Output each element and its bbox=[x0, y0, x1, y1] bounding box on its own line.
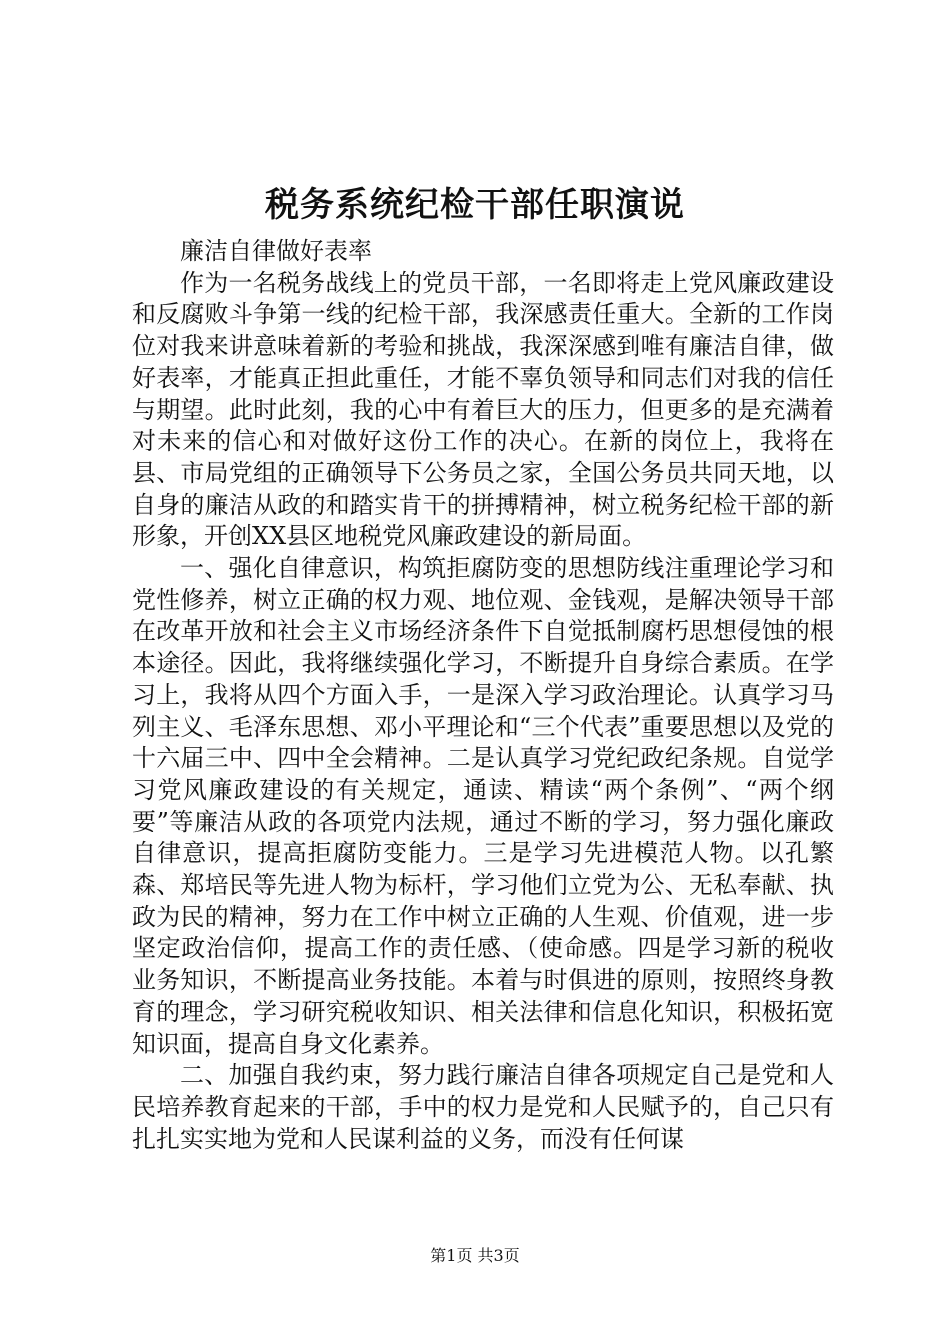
paragraph-intro: 作为一名税务战线上的党员干部，一名即将走上党风廉政建设和反腐败斗争第一线的纪检干部，我深感责任重大。全新的工作岗位对我来讲意味着新的考验和挑战，我深深感到唯有廉洁自律，做好表率，才能真正担此重任，才能不辜负领导和同志们对我的信任与期望。此时此刻，我的心中有着巨大的压力，但更多的是充满着对未来的信心和对做好这份工作的决心。在新的岗位上，我将在县、市局党组的正确领导下公务员之家，全国公务员共同天地，以自身的廉洁从政的和踏实肯干的拼搏精神，树立税务纪检干部的新形象，开创XX县区地税党风廉政建设的新局面。 bbox=[132, 268, 834, 551]
document-title: 税务系统纪检干部任职演说 bbox=[265, 185, 685, 225]
page-number: 第1页 共3页 bbox=[430, 1246, 520, 1265]
paragraph-section-two: 二、加强自我约束，努力践行廉洁自律各项规定自己是党和人民培养教育起来的干部，手中的权力是党和人民赋予的，自己只有扎扎实实地为党和人民谋利益的义务，而没有任何谋 bbox=[132, 1061, 834, 1153]
paragraph-section-one: 一、强化自律意识，构筑拒腐防变的思想防线注重理论学习和党性修养，树立正确的权力观、地位观、金钱观，是解决领导干部在改革开放和社会主义市场经济条件下自觉抵制腐朽思想侵蚀的根本途径。因此，我将继续强化学习，不断提升自身综合素质。在学习上，我将从四个方面入手，一是深入学习政治理论。认真学习马列主义、毛泽东思想、邓小平理论和“三个代表”重要思想以及党的十六届三中、四中全会精神。二是认真学习党纪政纪条规。自觉学习党风廉政建设的有关规定，通读、精读“两个条例”、“两个纲要”等廉洁从政的各项党内法规，通过不断的学习，努力强化廉政自律意识，提高拒腐防变能力。三是学习先进模范人物。以孔繁森、郑培民等先进人物为标杆，学习他们立党为公、无私奉献、执政为民的精神，努力在工作中树立正确的人生观、价值观，进一步坚定政治信仰，提高工作的责任感、（使命感。四是学习新的税收业务知识，不断提高业务技能。本着与时俱进的原则，按照终身教育的理念，学习研究税收知识、相关法律和信息化知识，积极拓宽知识面，提高自身文化素养。 bbox=[132, 554, 834, 1058]
paragraph-subtitle: 廉洁自律做好表率 bbox=[180, 237, 372, 265]
document-body bbox=[132, 236, 834, 1155]
